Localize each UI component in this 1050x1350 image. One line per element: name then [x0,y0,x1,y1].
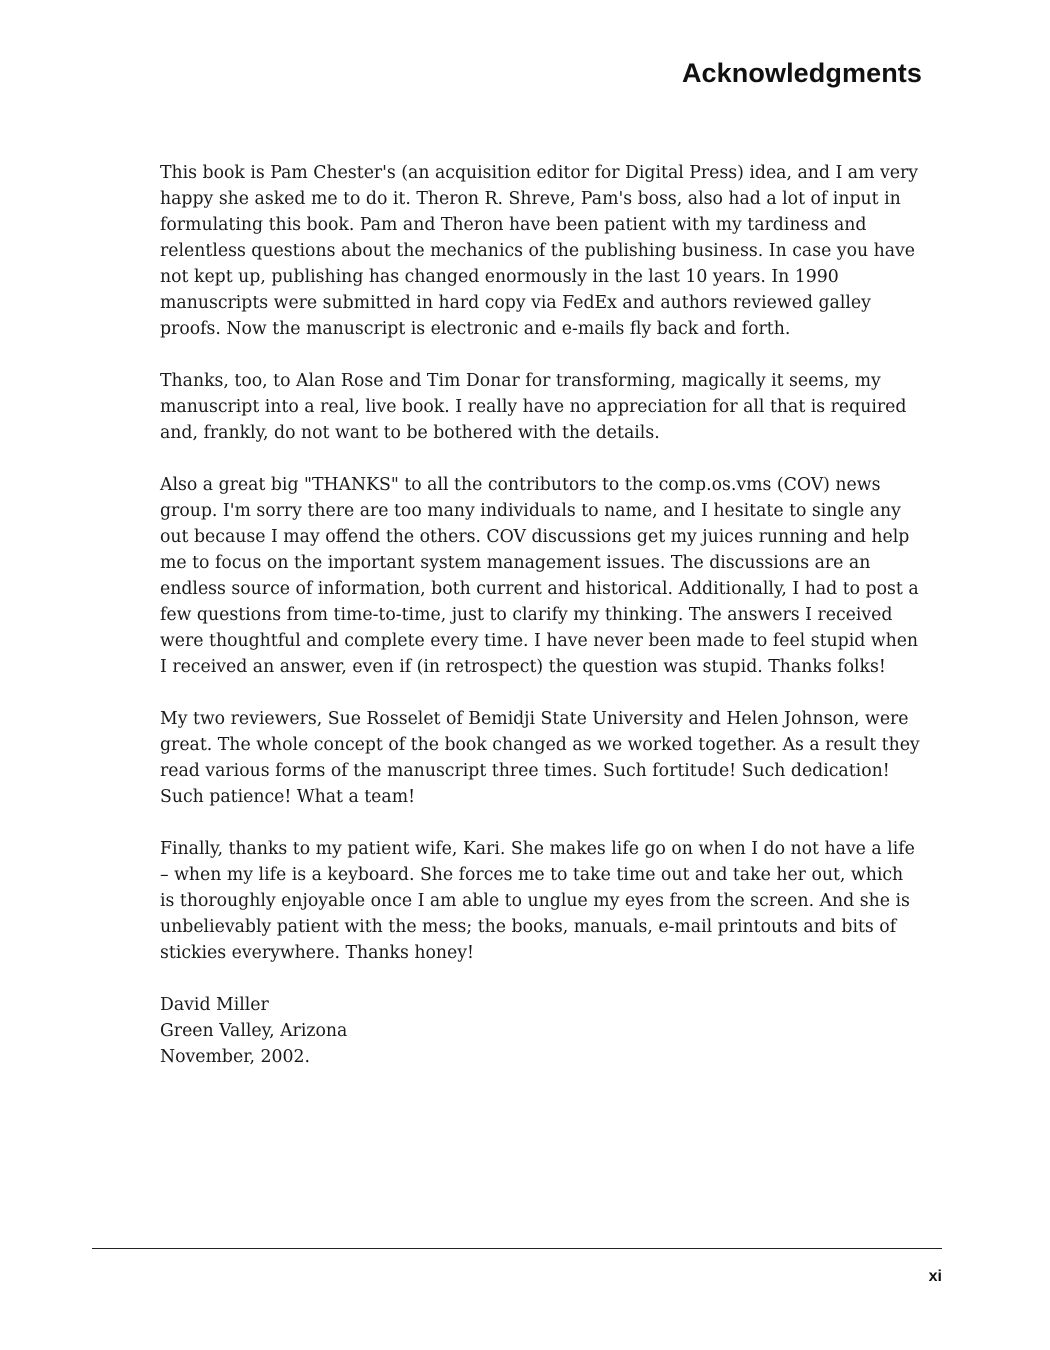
paragraph-family: Finally, thanks to my patient wife, Kari. She makes life go on when I do not have a life – when my life is a keyboard. She forces me to take time out and take her out, which is thoroughly enjoyable once I am able to unglue my eyes from the screen. And she is unbelievably patient with the mess; the books, manuals, e-mail printouts and bits of stickies everywhere. Thanks honey! [160,839,915,963]
paragraph-publishing: This book is Pam Chester's (an acquisition editor for Digital Press) idea, and I am very happy she asked me to do it. Theron R. Shreve, Pam's boss, also had a lot of input in formulating this book. Pam and Theron have been patient with my tardiness and relentless questions about the mechanics of the publishing business. In case you have not kept up, publishing has changed enormously in the last 10 years. In 1990 manuscripts were submitted in hard copy via FedEx and authors reviewed galley proofs. Now the manuscript is electronic and e-mails fly back and forth. [160,163,918,339]
paragraph-production: Thanks, too, to Alan Rose and Tim Donar for transforming, magically it seems, my manuscript into a real, live book. I really have no appreciation for all that is required and, frankly, do not want to be bothered with the details. [160,371,907,443]
author-location: Green Valley, Arizona [160,1021,348,1041]
signature-block [160,992,920,1070]
signature-date: November, 2002. [160,1047,311,1067]
acknowledgments-body [160,160,920,1070]
page-number: xi [928,1268,942,1285]
author-name: David Miller [160,995,269,1015]
paragraph-reviewers: My two reviewers, Sue Rosselet of Bemidji State University and Helen Johnson, were great. The whole concept of the book changed as we worked together. As a result they read various forms of the manuscript three times. Such fortitude! Such dedication! Such patience! What a team! [160,709,920,807]
paragraph-newsgroup: Also a great big "THANKS" to all the contributors to the comp.os.vms (COV) news group. I'm sorry there are too many individuals to name, and I hesitate to single any out because I may offend the others. COV discussions get my juices running and help me to focus on the important system management issues. The discussions are an endless source of information, both current and historical. Additionally, I had to post a few questions from time-to-time, just to clarify my thinking. The answers I received were thoughtful and complete every time. I have never been made to feel stupid when I received an answer, even if (in retrospect) the question was stupid. Thanks folks! [160,475,919,677]
page-title: Acknowledgments [681,58,922,88]
footer-divider [92,1248,942,1249]
